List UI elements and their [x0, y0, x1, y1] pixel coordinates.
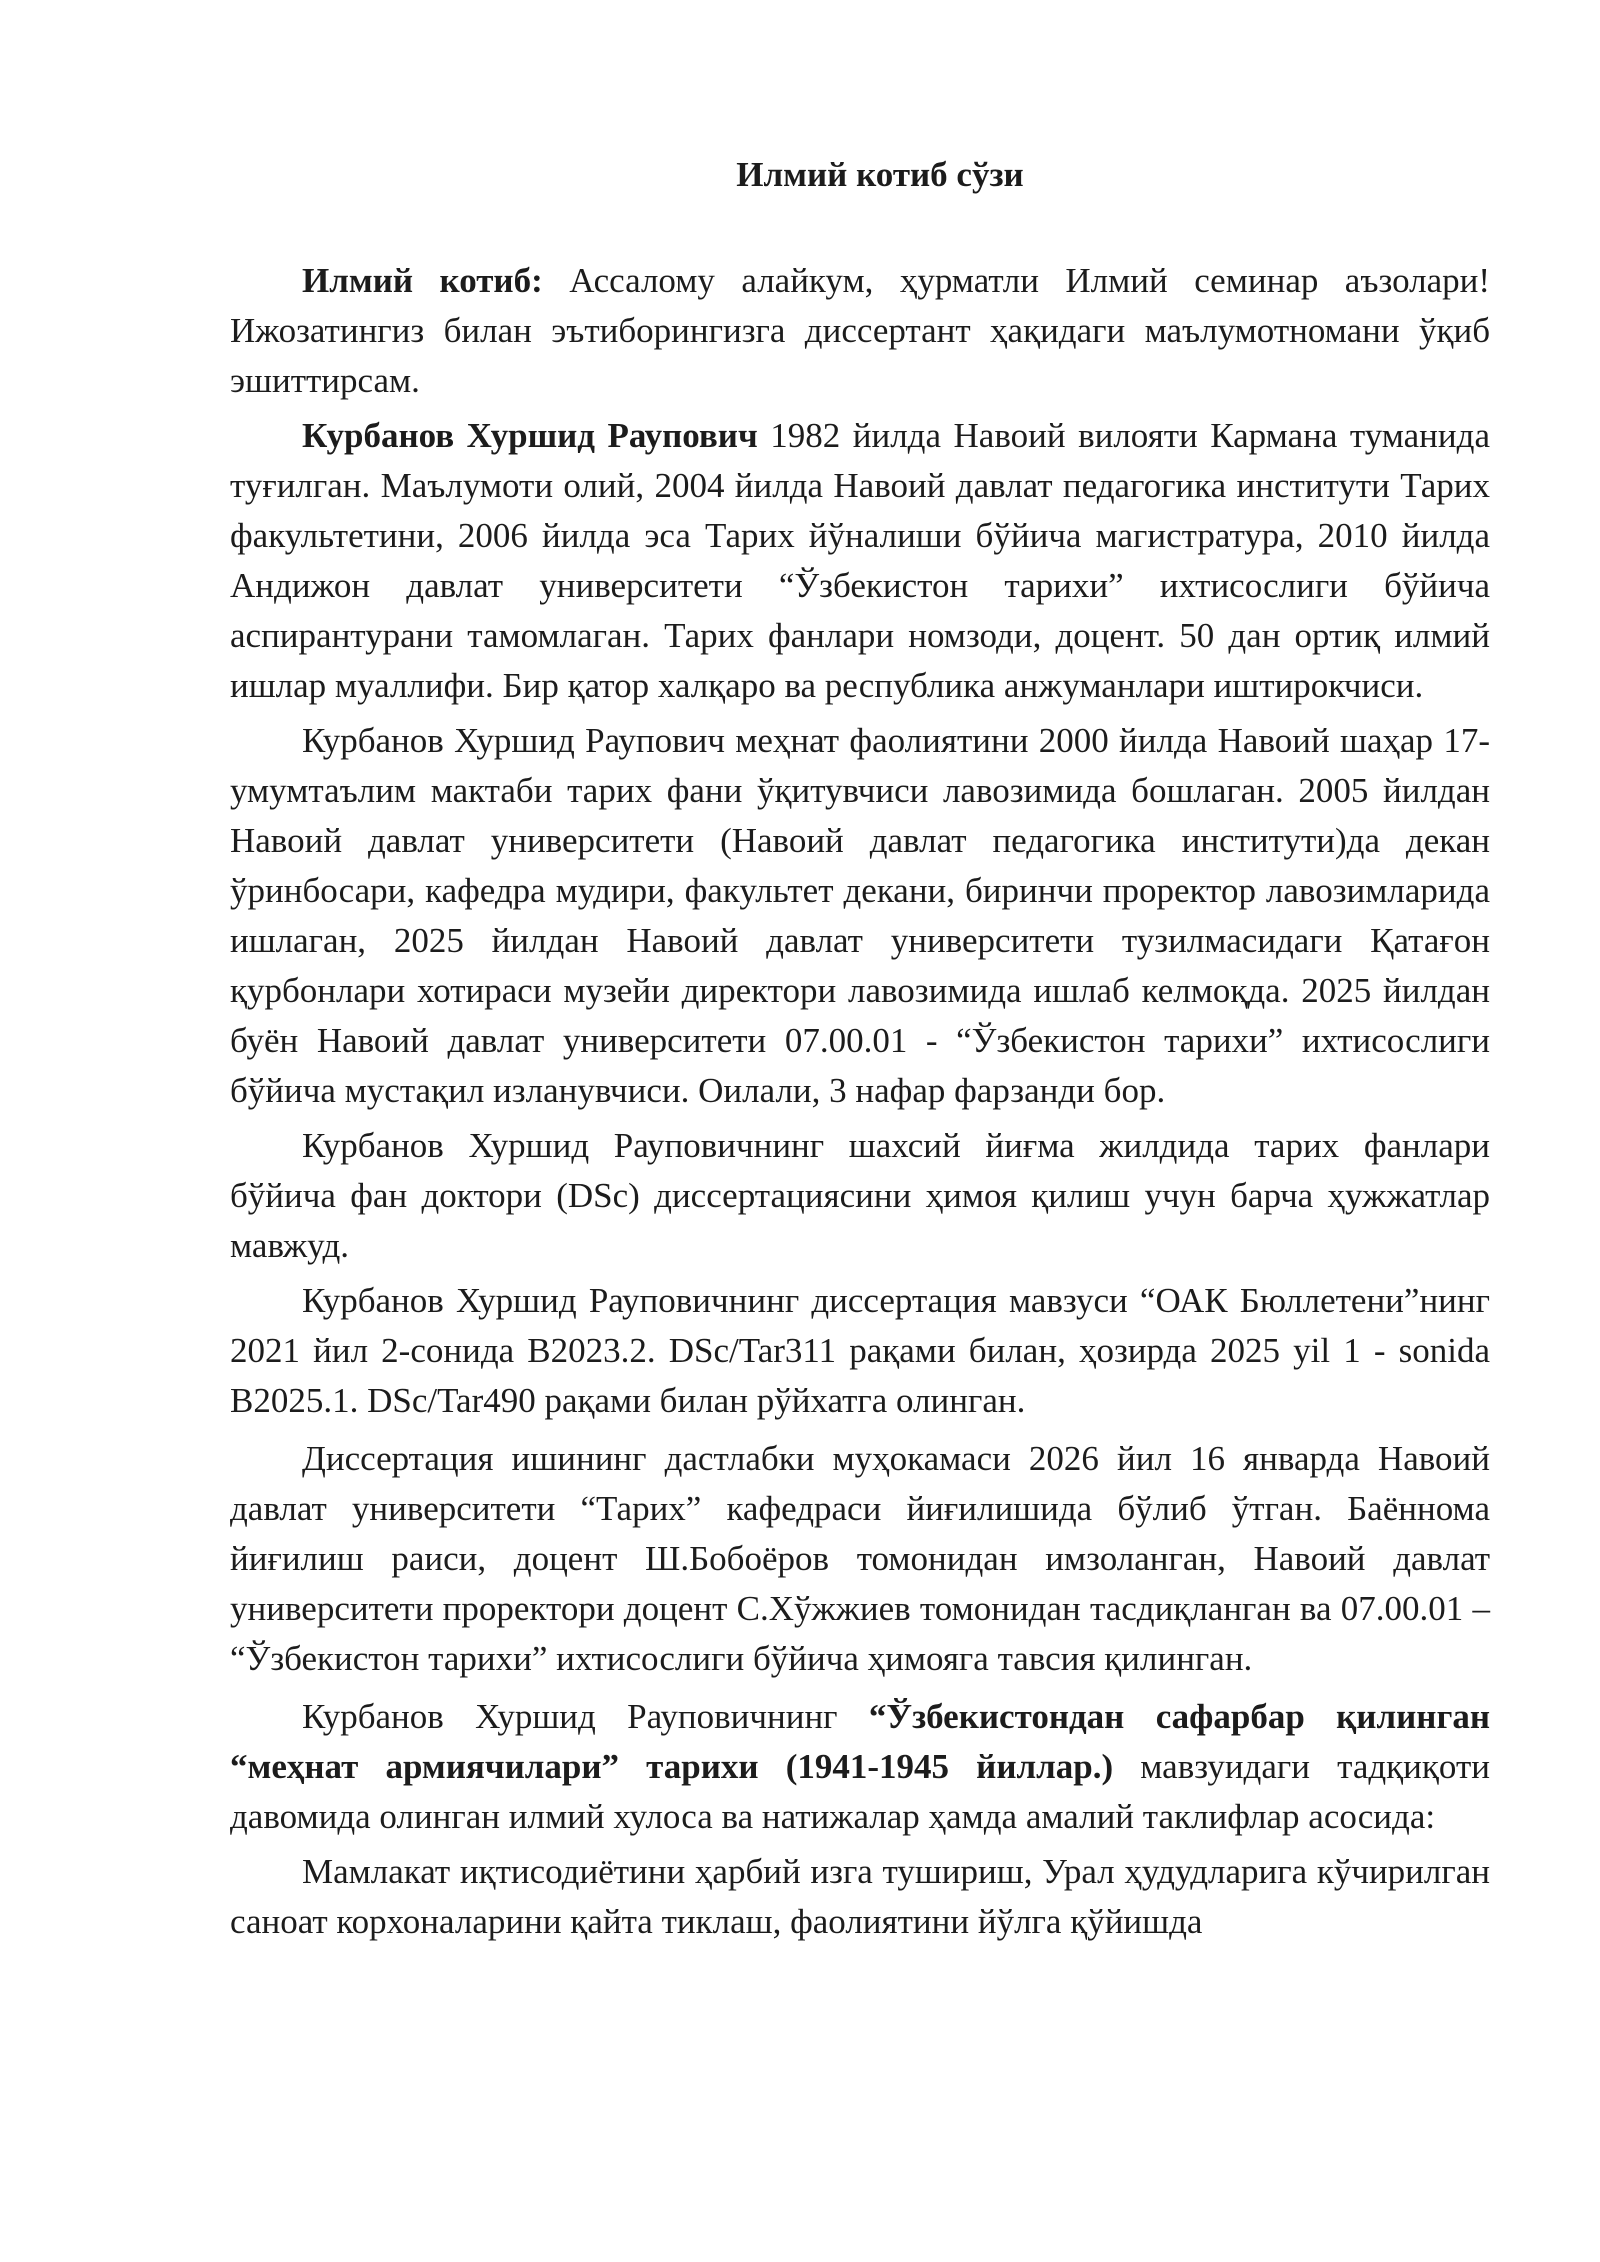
document-body: [230, 150, 1490, 1947]
page-title: Илмий котиб сўзи: [736, 155, 1024, 194]
greeting-text: Ассалому алайкум, ҳурматли Илмий семинар аъзолари! Ижозатингиз билан эътиборингизга диссертант ҳақидаги маълумотномани ўқиб эшиттирсам.: [230, 261, 1490, 400]
dissertation-title: “Ўзбекистондан сафарбар қилинган “меҳнат армиячилари” тарихи (1941-1945 йиллар.): [230, 1697, 1490, 1786]
paragraph-greeting: [230, 256, 1490, 406]
paragraph-biography: [230, 411, 1490, 711]
paragraph-discussion: Диссертация ишининг дастлабки муҳокамаси 2026 йил 16 январда Навоий давлат университети “Тарих” кафедраси йиғилишида бўлиб ўтган. Баённома йиғилиш раиси, доцент Ш.Бобоёров томонидан имзоланган, Навоий давлат университети проректори доцент С.Хўжжиев томонидан тасдиқланган ва 07.00.01 – “Ўзбекистон тарихи” ихтисослиги бўйича ҳимояга тавсия қилинган.: [230, 1439, 1490, 1678]
paragraph-conclusion-start: Мамлакат иқтисодиётини ҳарбий изга тушириш, Урал ҳудудларига кўчирилган саноат корхоналарини қайта тиклаш, фаолиятини йўлга қўйишда: [230, 1852, 1490, 1941]
paragraph-research-topic: [230, 1692, 1490, 1842]
research-outro-text: мавзуидаги тадқиқоти давомида олинган илмий хулоса ва натижалар ҳамда амалий таклифлар асосида:: [230, 1747, 1490, 1836]
research-intro-text: Курбанов Хуршид Рауповичнинг: [302, 1697, 869, 1736]
paragraph-career: Курбанов Хуршид Раупович меҳнат фаолиятини 2000 йилда Навоий шаҳар 17-умумтаълим мактаби тарих фани ўқитувчиси лавозимида бошлаган. 2005 йилдан Навоий давлат университети (Навоий давлат педагогика институти)да декан ўринбосари, кафедра мудири, факультет декани, биринчи проректор лавозимларида ишлаган, 2025 йилдан Навоий давлат университети тузилмасидаги Қатағон қурбонлари хотираси музейи директори лавозимида ишлаб келмоқда. 2025 йилдан буён Навоий давлат университети 07.00.01 - “Ўзбекистон тарихи” ихтисослиги бўйича мустақил изланувчиси. Оилали, 3 нафар фарзанди бор.: [230, 721, 1490, 1110]
paragraph-documents: Курбанов Хуршид Рауповичнинг шахсий йиғма жилдида тарих фанлари бўйича фан доктори (DSc) диссертациясини ҳимоя қилиш учун барча ҳужжатлар мавжуд.: [230, 1126, 1490, 1265]
biography-text: 1982 йилда Навоий вилояти Кармана туманида туғилган. Маълумоти олий, 2004 йилда Навоий давлат педагогика институти Тарих факультетини, 2006 йилда эса Тарих йўналиши бўйича магистратура, 2010 йилда Андижон давлат университети “Ўзбекистон тарихи” ихтисослиги бўйича аспирантурани тамомлаган. Тарих фанлари номзоди, доцент. 50 дан ортиқ илмий ишлар муаллифи. Бир қатор халқаро ва республика анжуманлари иштирокчиси.: [230, 416, 1490, 705]
paragraph-registration: Курбанов Хуршид Рауповичнинг диссертация мавзуси “ОАК Бюллетени”нинг 2021 йил 2-сонида B2023.2. DSc/Tar311 рақами билан, ҳозирда 2025 yil 1 - sonida B2025.1. DSc/Tar490 рақами билан рўйхатга олинган.: [230, 1281, 1490, 1420]
speaker-label: Илмий котиб:: [302, 261, 543, 300]
person-name: Курбанов Хуршид Раупович: [302, 416, 758, 455]
